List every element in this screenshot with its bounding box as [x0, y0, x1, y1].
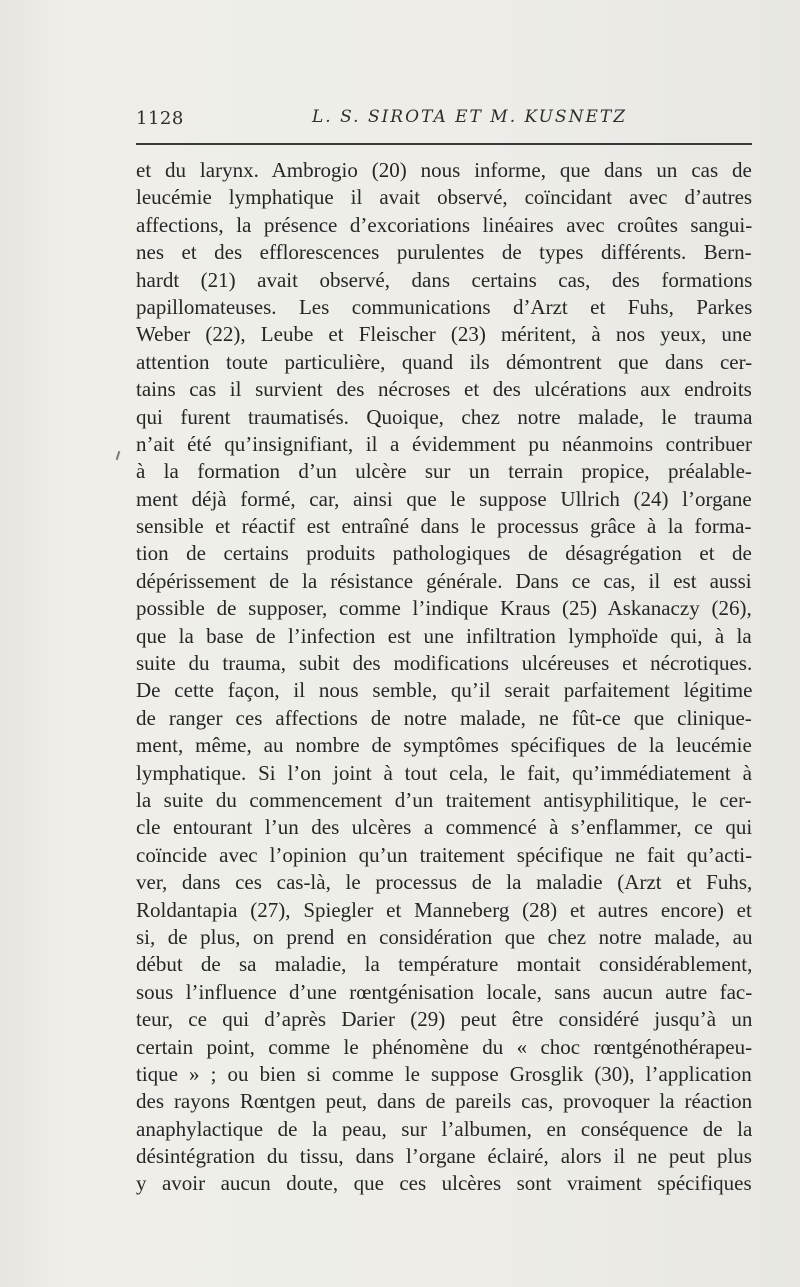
text-line: qui furent traumatisés. Quoique, chez notre malade, le trauma [136, 404, 753, 429]
text-line: nes et des efflorescences purulentes de types différents. Bern- [136, 240, 752, 265]
text-line: la suite du commencement d’un traitement antisyphilitique, le cer- [136, 787, 752, 812]
text-line: début de sa maladie, la température montait considérablement, [136, 952, 753, 977]
text-line: des rayons Rœntgen peut, dans de pareils cas, provoquer la réaction [136, 1089, 753, 1114]
page-header [136, 106, 752, 132]
text-line: Roldantapia (27), Spiegler et Manneberg (28) et autres encore) et [136, 897, 752, 922]
text-line: de ranger ces affections de notre malade, ne fût-ce que clinique- [136, 705, 752, 730]
text-line: tains cas il survient des nécroses et des ulcérations aux endroits [136, 377, 752, 402]
text-line: suite du trauma, subit des modifications ulcéreuses et nécrotiques. [136, 651, 753, 676]
margin-mark [116, 451, 121, 460]
running-head: L. S. SIROTA ET M. KUSNETZ [312, 107, 628, 127]
text-line: certain point, comme le phénomène du « choc rœntgénothérapeu- [136, 1034, 753, 1059]
text-line: si, de plus, on prend en considération que chez notre malade, au [136, 924, 753, 949]
text-line: Weber (22), Leube et Fleischer (23) méritent, à nos yeux, une [136, 322, 752, 347]
text-line: coïncide avec l’opinion qu’un traitement spécifique ne fait qu’acti- [136, 842, 753, 867]
text-line: leucémie lymphatique il avait observé, coïncidant avec d’autres [136, 185, 753, 210]
text-line: hardt (21) avait observé, dans certains cas, des formations [136, 267, 753, 292]
text-line: sous l’influence d’une rœntgénisation locale, sans aucun autre fac- [136, 979, 753, 1004]
header-rule [136, 143, 752, 145]
text-line: désintégration du tissu, dans l’organe éclairé, alors il ne peut plus [136, 1144, 752, 1169]
text-line: De cette façon, il nous semble, qu’il serait parfaitement légitime [136, 678, 753, 703]
body-text [136, 157, 752, 1198]
text-line: lymphatique. Si l’on joint à tout cela, le fait, qu’immédiatement à [136, 760, 752, 785]
text-line: teur, ce qui d’après Darier (29) peut être considéré jusqu’à un [136, 1007, 753, 1032]
text-line: n’ait été qu’insignifiant, il a évidemment pu néanmoins contribuer [136, 431, 752, 456]
page-number: 1128 [136, 108, 184, 129]
text-line: ment, même, au nombre de symptômes spécifiques de la leucémie [136, 733, 752, 758]
text-line: ver, dans ces cas-là, le processus de la maladie (Arzt et Fuhs, [136, 870, 753, 895]
text-line: et du larynx. Ambrogio (20) nous informe, que dans un cas de [136, 158, 752, 182]
text-line: tique » ; ou bien si comme le suppose Grosglik (30), l’application [136, 1061, 752, 1086]
text-line: cle entourant l’un des ulcères a commencé à s’enflammer, ce qui [136, 815, 753, 840]
text-line: à la formation d’un ulcère sur un terrain propice, préalable- [136, 459, 752, 484]
text-line: papillomateuses. Les communications d’Arzt et Fuhs, Parkes [136, 294, 753, 319]
text-line: ment déjà formé, car, ainsi que le suppose Ullrich (24) l’organe [136, 486, 752, 511]
text-line: attention toute particulière, quand ils démontrent que dans cer- [136, 349, 753, 374]
text-line: possible de supposer, comme l’indique Kraus (25) Askanaczy (26), [136, 596, 752, 621]
text-line: anaphylactique de la peau, sur l’albumen, en conséquence de la [136, 1116, 753, 1141]
text-line: que la base de l’infection est une infiltration lymphoïde qui, à la [136, 623, 752, 648]
text-line: tion de certains produits pathologiques de désagrégation et de [136, 541, 752, 566]
text-line: y avoir aucun doute, que ces ulcères sont vraiment spécifiques [136, 1171, 752, 1196]
text-line: affections, la présence d’excoriations linéaires avec croûtes sangui- [136, 212, 753, 237]
text-line: dépérissement de la résistance générale. Dans ce cas, il est aussi [136, 568, 752, 593]
text-line: sensible et réactif est entraîné dans le processus grâce à la forma- [136, 514, 752, 539]
